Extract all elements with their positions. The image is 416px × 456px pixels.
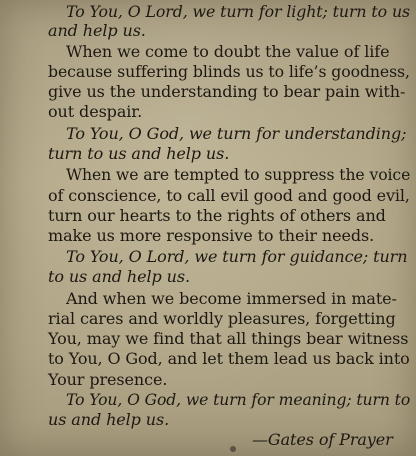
stanza-line: turn our hearts to the rights of others and: [48, 206, 386, 225]
stanza-line: make us more responsive to their needs.: [48, 226, 375, 245]
ink-spot: [230, 446, 236, 452]
stanza-line: When we come to doubt the value of life: [66, 42, 390, 61]
stanza-line: Your presence.: [48, 370, 168, 389]
stanza-line: To You, O Lord, we turn for light; turn to us: [66, 2, 411, 21]
stanza-line: To You, O Lord, we turn for guidance; turn: [66, 247, 408, 266]
stanza-line: and help us.: [48, 21, 146, 40]
stanza-line: rial cares and worldly pleasures, forgetting: [48, 309, 396, 328]
stanza-line: out despair.: [48, 102, 143, 121]
stanza-line: And when we become immersed in mate-: [66, 289, 397, 308]
attribution: —Gates of Prayer: [252, 430, 393, 449]
stanza-line: us and help us.: [48, 410, 170, 429]
stanza-line: of conscience, to call evil good and good evil,: [48, 186, 410, 205]
stanza-line: To You, O God, we turn for understanding;: [66, 124, 407, 143]
stanza-line: To You, O God, we turn for meaning; turn to: [66, 390, 411, 409]
stanza-line: to us and help us.: [48, 267, 190, 286]
stanza-line: turn to us and help us.: [48, 144, 230, 163]
stanza-line: to You, O God, and let them lead us back into: [48, 349, 410, 368]
stanza-line: When we are tempted to suppress the voice: [66, 165, 411, 184]
stanza-line: give us the understanding to bear pain with-: [48, 82, 406, 101]
stanza-line: because suffering blinds us to life’s goodness,: [48, 62, 410, 81]
stanza-line: You, may we find that all things bear witness: [48, 329, 409, 348]
